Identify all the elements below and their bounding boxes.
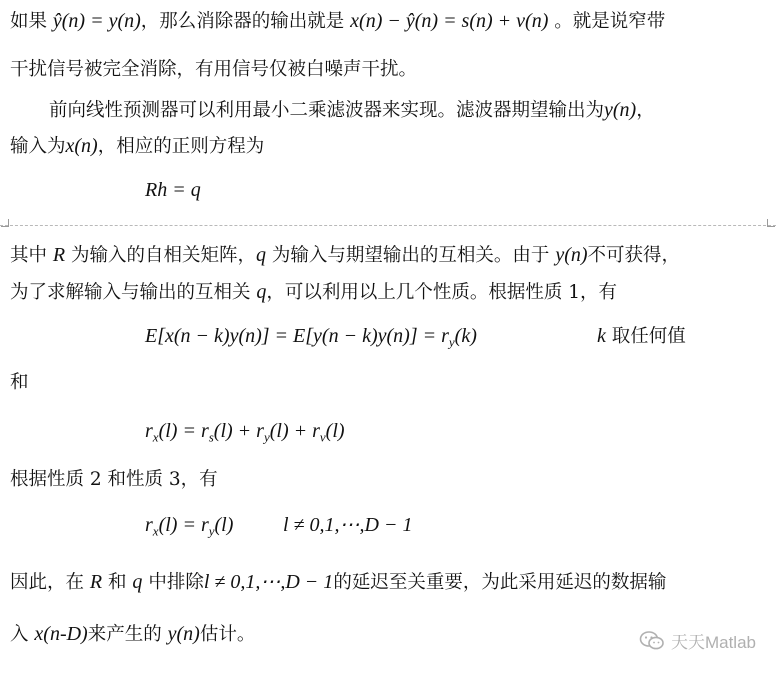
para2-line1: 前向线性预测器可以利用最小二乘滤波器来实现。滤波器期望输出为y(n)，	[49, 99, 655, 121]
equation-rx-sum: $r_x(l) = r_s(l) + r_y(l) + r_v(l)$	[145, 420, 345, 445]
inline-math: x(n) − ŷ(n) = s(n) + v(n)	[350, 10, 549, 32]
para5-line2: 入 x(n-D)来产生的 y(n)估计。	[10, 623, 256, 645]
para4: 根据性质 2 和性质 3，有	[10, 469, 218, 490]
equation-rx-ry-condition: l ≠ 0,1,⋯,D − 1	[283, 514, 413, 536]
para1-line2: 干扰信号被完全消除，有用信号仅被白噪声干扰。	[10, 59, 418, 80]
inline-math: y(n)	[167, 623, 200, 645]
watermark-text: 天天Matlab	[670, 633, 756, 652]
equation-normal: Rh = q	[145, 179, 201, 201]
equation-property1: $E[x(n - k)y(n)] = E[y(n - k)y(n)] = r_y(k)$	[145, 325, 477, 350]
inline-math: ŷ(n) = y(n)	[52, 10, 141, 32]
page-break-line	[0, 225, 776, 226]
inline-math: x(n)	[65, 135, 98, 157]
inline-math: y(n)	[604, 99, 637, 121]
para2-line2: 输入为x(n)，相应的正则方程为	[10, 135, 265, 157]
para5-line1: 因此，在 R 和 q 中排除l ≠ 0,1,⋯,D − 1的延迟至关重要，为此采用延迟的数据输	[10, 571, 667, 593]
wechat-icon	[639, 630, 665, 652]
inline-math: x(n-D)	[34, 623, 88, 645]
para3-line2: 为了求解输入与输出的互相关 q，可以利用以上几个性质。根据性质 1，有	[10, 281, 618, 303]
watermark	[639, 628, 756, 653]
equation-rx-ry: $r_x(l) = r_y(l)$	[145, 514, 234, 539]
and-text: 和	[10, 372, 29, 393]
equation-property1-condition: k 取任何值	[597, 325, 686, 347]
para1-line1: 如果 ŷ(n) = y(n)，那么消除器的输出就是 x(n) − ŷ(n) = s(n) + v(n) 。就是说窄带	[10, 10, 666, 32]
inline-math: l ≠ 0,1,⋯,D − 1	[203, 571, 334, 593]
para3-line1: 其中 R 为输入的自相关矩阵，q 为输入与期望输出的互相关。由于 y(n)不可获得，	[10, 244, 681, 266]
inline-math: y(n)	[555, 244, 588, 266]
